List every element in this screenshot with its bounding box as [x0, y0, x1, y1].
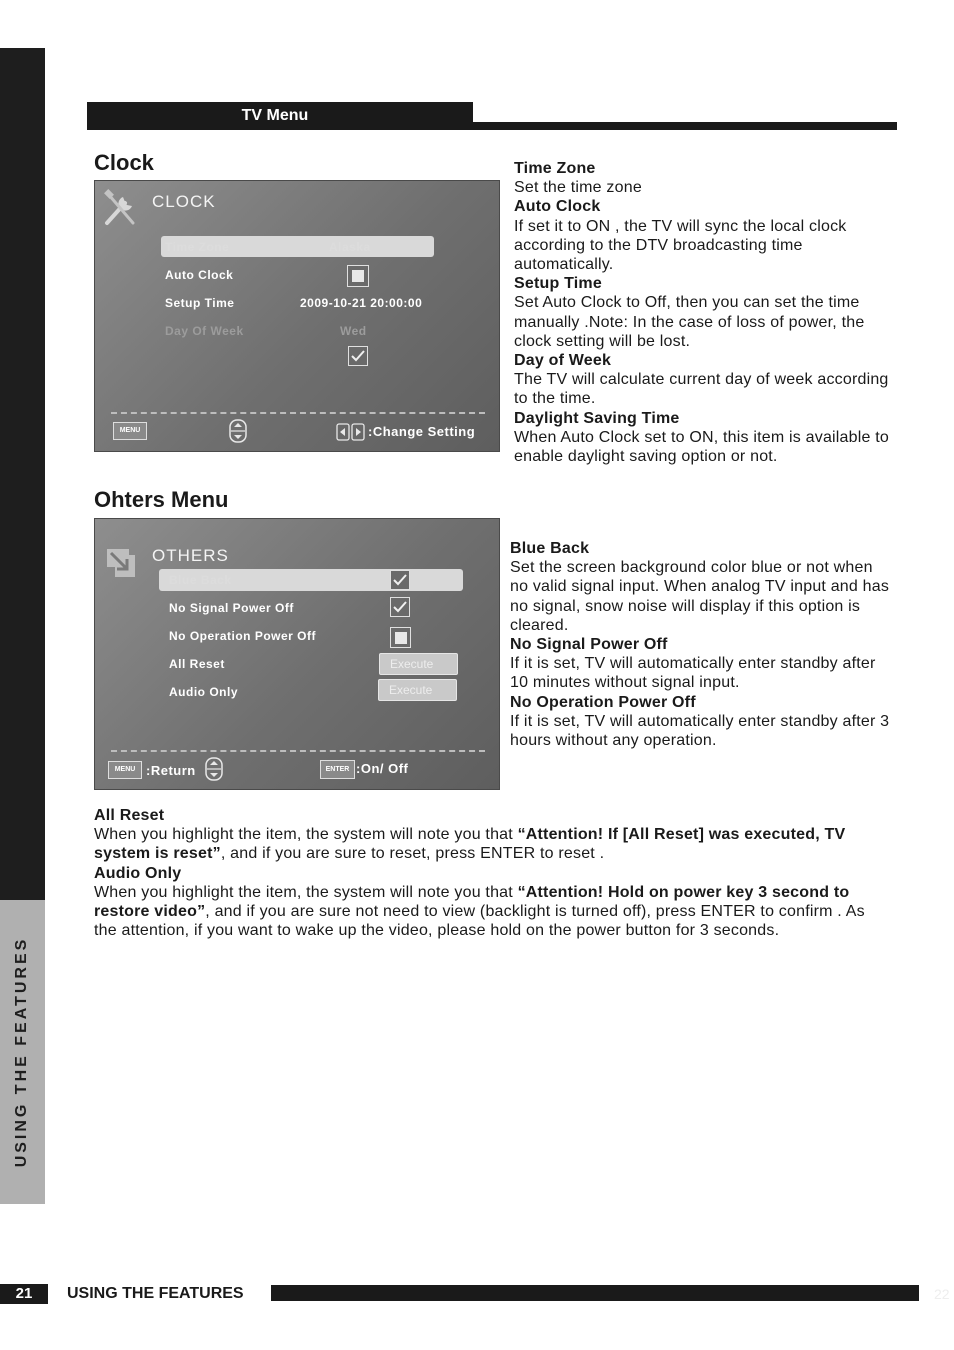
clock-osd-screen: [94, 180, 500, 452]
page-number: 21: [0, 1284, 48, 1304]
audio-only-heading: Audio Only: [94, 864, 182, 882]
menu-key-icon: MENU: [113, 422, 147, 440]
desc-heading: Day of Week: [514, 352, 612, 370]
up-down-arrows-icon: [229, 419, 247, 443]
osd-item-time-zone[interactable]: Time Zone: [165, 240, 230, 254]
audio-only-execute-button[interactable]: Execute: [378, 679, 457, 701]
checkmark-icon: [393, 601, 407, 613]
osd-item-auto-clock[interactable]: Auto Clock: [165, 268, 234, 282]
all-reset-heading: All Reset: [94, 807, 165, 824]
sidebar-label: USING THE FEATURES: [13, 936, 30, 1168]
desc-heading: Setup Time: [514, 275, 602, 293]
others-osd-screen: [94, 518, 500, 790]
audio-only-post: , and if you are sure not need to view (backlight is turned off), press ENTER to confirm . As the attention, if you want to wake up the video, please hold on the power button for 3 seconds.: [94, 903, 865, 940]
tools-icon: [101, 187, 141, 229]
osd-item-setup-time[interactable]: Setup Time: [165, 296, 235, 310]
footer-label: USING THE FEATURES: [67, 1285, 244, 1302]
osd-item-blue-back[interactable]: Blue Back: [169, 573, 232, 587]
checkmark-icon: [351, 350, 365, 362]
all-reset-post: , and if you are sure to reset, press ENTER to reset .: [220, 845, 605, 863]
audio-only-pre: When you highlight the item, the system will note you that: [94, 883, 518, 901]
osd-item-audio-only[interactable]: Audio Only: [169, 685, 238, 699]
desc-heading: No Signal Power Off: [510, 636, 668, 654]
osd-time-zone-value: Alaska: [329, 240, 371, 254]
desc-text: If set it to ON , the TV will sync the local clock according to the DTV broadcasting time automatically.: [514, 217, 847, 274]
no-signal-power-off-checkbox[interactable]: [390, 597, 410, 617]
desc-text: If it is set, TV will automatically enter standby after 3 hours without any operation.: [510, 712, 890, 750]
desc-heading: No Operation Power Off: [510, 693, 696, 711]
others-osd-title: OTHERS: [152, 546, 229, 565]
osd-day-of-week-value: Wed: [340, 324, 367, 338]
clock-heading: Clock: [94, 150, 154, 175]
clock-description: [514, 159, 890, 466]
all-reset-attention: “Attention! If [All Reset] was executed, TV system is reset”: [94, 826, 846, 863]
on-off-hint: :On/ Off: [356, 761, 409, 776]
desc-text: Set Auto Clock to Off, then you can set the time manually .Note: In the case of loss of power, the clock setting will be lost.: [514, 294, 865, 350]
daylight-saving-checkbox[interactable]: [348, 346, 368, 366]
all-reset-text: [94, 825, 890, 863]
return-hint: :Return: [146, 763, 196, 778]
others-heading: Ohters Menu: [94, 487, 229, 512]
footer-rule: [271, 1285, 919, 1301]
desc-heading: Auto Clock: [514, 198, 601, 216]
desc-text: The TV will calculate current day of week according to the time.: [514, 371, 889, 408]
menu-key-icon: MENU: [108, 761, 142, 779]
clock-osd-title: CLOCK: [152, 192, 216, 211]
header-title: TV Menu: [241, 107, 309, 124]
audio-only-text: [94, 883, 890, 941]
auto-clock-checkbox[interactable]: [347, 265, 369, 287]
osd-item-all-reset[interactable]: All Reset: [169, 657, 225, 671]
clock-osd-divider: [111, 412, 485, 414]
change-setting-hint: :Change Setting: [368, 424, 476, 439]
no-operation-power-off-checkbox[interactable]: [390, 627, 411, 648]
desc-heading: Daylight Saving Time: [514, 409, 680, 427]
audio-only-attention: “Attention! Hold on power key 3 second to restore video”: [94, 883, 850, 921]
osd-setup-time-value: 2009-10-21 20:00:00: [300, 296, 423, 310]
left-right-arrows-icon: [336, 423, 365, 441]
desc-text: Set the screen background color blue or not when no valid signal input. When analog TV input and has no signal, snow noise will display if this option is cleared.: [510, 559, 890, 634]
all-reset-execute-button[interactable]: Execute: [379, 653, 458, 675]
others-arrow-icon: [105, 545, 139, 579]
blue-back-checkbox[interactable]: [390, 570, 410, 590]
up-down-arrows-icon: [205, 757, 223, 781]
desc-heading: Blue Back: [510, 540, 590, 557]
enter-key-icon: ENTER: [320, 760, 355, 779]
osd-item-no-signal-power-off[interactable]: No Signal Power Off: [169, 601, 294, 615]
sidebar-dark-block: [0, 48, 45, 900]
desc-text: If it is set, TV will automatically enter standby after 10 minutes without signal input.: [510, 655, 876, 692]
bottom-notes: [94, 806, 890, 940]
checkmark-icon: [393, 574, 407, 586]
desc-heading: Time Zone: [514, 160, 596, 177]
desc-text: When Auto Clock set to ON, this item is available to enable daylight saving option or not.: [514, 428, 890, 466]
osd-item-day-of-week[interactable]: Day Of Week: [165, 324, 244, 338]
osd-item-no-operation-power-off[interactable]: No Operation Power Off: [169, 629, 317, 643]
desc-text: Set the time zone: [514, 179, 642, 197]
all-reset-pre: When you highlight the item, the system will note you that: [94, 826, 518, 844]
others-osd-divider: [111, 750, 485, 752]
others-description: [510, 539, 890, 750]
ghost-page-number: 22: [934, 1286, 950, 1302]
